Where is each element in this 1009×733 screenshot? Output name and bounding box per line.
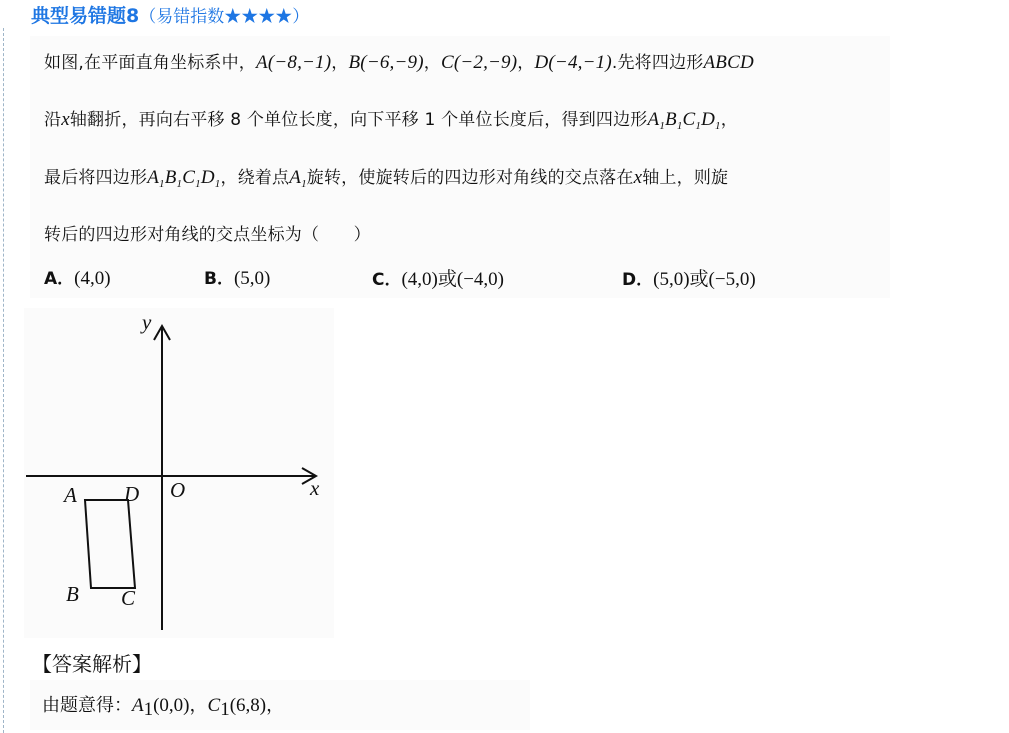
q3-text-1: 最后将四边形 (44, 168, 148, 188)
question-line-2 (44, 105, 738, 131)
option-c[interactable] (372, 264, 504, 291)
answer-a1-value: (0,0) (153, 695, 190, 716)
point-c: C(−2,−9) (440, 52, 518, 73)
option-d-text: (5,0)或(−5,0) (653, 269, 756, 290)
problem-title-text: 典型易错题8 (31, 5, 140, 27)
vertex-d-label: D (124, 482, 140, 506)
q2-tail: ， (720, 110, 738, 130)
point-a: A(−8,−1) (256, 52, 332, 73)
option-d-letter: D． (622, 270, 654, 290)
option-c-letter: C． (372, 270, 402, 290)
option-b[interactable] (204, 264, 270, 290)
answer-c1-letter: C (207, 695, 221, 716)
x-axis-label: x (310, 476, 320, 500)
quadrilateral-abcd (85, 500, 135, 588)
q2-text-2: 轴翻折，再向右平移 8 个单位长度，向下平移 1 个单位长度后，得到四边形 (69, 110, 648, 130)
problem-title (31, 5, 309, 28)
origin-label: O (170, 478, 186, 502)
answer-sep-2: ， (266, 695, 285, 716)
page-margin-rule (3, 28, 4, 733)
answer-prefix: 由题意得： (42, 695, 132, 716)
q1-sep-3: ， (517, 53, 535, 73)
answer-c1-value: (6,8) (229, 695, 267, 716)
option-c-text: (4,0)或(−4,0) (401, 269, 505, 290)
option-b-letter: B． (204, 269, 234, 289)
point-d: D(−4,−1) (534, 52, 612, 73)
vertex-b-label: B (66, 582, 79, 606)
difficulty-rating: （易错指数★★★★） (139, 7, 310, 27)
q1-sep-2: ， (423, 53, 441, 73)
option-a[interactable] (44, 264, 111, 290)
option-d[interactable] (622, 264, 756, 291)
option-b-text: (5,0) (233, 268, 271, 289)
question-line-1 (44, 48, 754, 74)
q3-text-3: 旋转，使旋转后的四边形对角线的交点落在 (306, 168, 634, 188)
answer-line-1 (42, 691, 285, 720)
q1-sep-1: ， (331, 53, 349, 73)
q2-x-var: x (61, 109, 70, 130)
question-line-3 (44, 163, 728, 189)
answer-a1-letter: A (132, 695, 144, 716)
y-axis-label: y (142, 310, 152, 334)
q1-intro: 如图,在平面直角坐标系中， (44, 53, 257, 73)
vertex-a-label: A (64, 483, 77, 507)
vertex-c-label: C (121, 586, 136, 610)
answer-a1-subscript: 1 (143, 699, 154, 720)
q3-x-var: x (633, 167, 643, 188)
answer-c1-subscript: 1 (220, 699, 230, 720)
coordinate-figure (24, 308, 334, 638)
answer-block (30, 680, 530, 730)
shape-a1b1c1d1: $A_1B_1C_1D_1$ (647, 109, 721, 132)
question-block (30, 36, 890, 298)
answer-heading: 【答案解析】 (32, 652, 152, 676)
question-line-4: 转后的四边形对角线的交点坐标为（ ） (44, 225, 371, 245)
point-b: B(−6,−9) (348, 52, 424, 73)
option-a-letter: A． (44, 269, 75, 289)
option-a-text: (4,0) (74, 268, 111, 289)
q3-text-2: ，绕着点 (220, 168, 290, 188)
shape-abcd: ABCD (703, 52, 754, 73)
shape-a1b1c1d1-2: $A_1B_1C_1D_1$ (147, 167, 221, 190)
point-a1: $A_1$ (289, 167, 307, 190)
q2-text-1: 沿 (44, 110, 62, 130)
q3-text-4: 轴上，则旋 (642, 168, 729, 188)
answer-sep-1: ， (189, 695, 208, 716)
q1-tail: .先将四边形 (611, 53, 704, 73)
